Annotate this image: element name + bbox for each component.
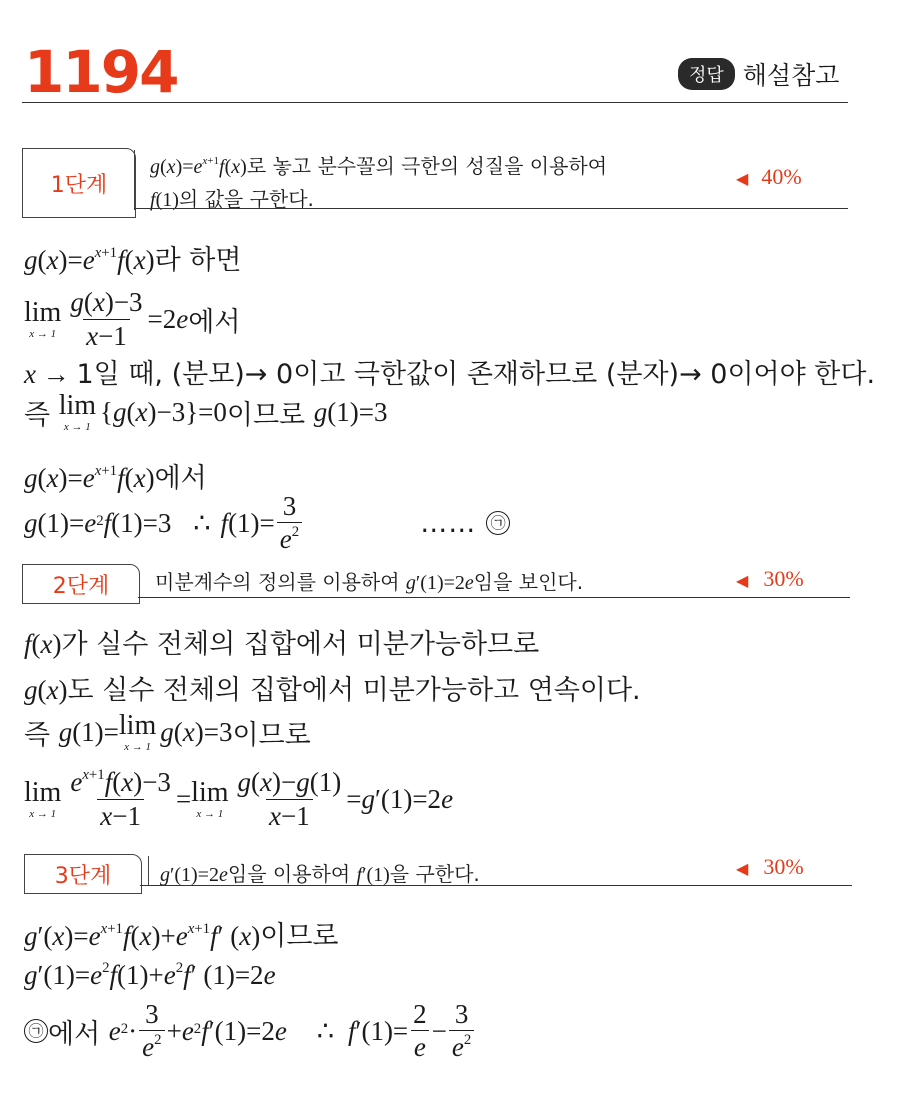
step3-desc-b: 을 구한다. [389,862,480,886]
text-ramyeon: 라 하면 [154,245,242,276]
step2-percent-area [736,566,804,592]
header-rule [22,102,848,103]
step2-desc-a: 미분계수의 정의를 이용하여 [155,570,400,594]
dots: …… [420,507,477,539]
step1-rule [134,208,848,209]
step3-rule [140,885,852,886]
step1-box [22,148,136,218]
line-limit-condition: x → 1일 때, (분모)→ 0이고 극한값이 존재하므로 (분자)→ 0이어야 한다. [24,359,876,390]
step2-rule [138,597,850,598]
step3-percent: 30% [763,854,804,879]
step2-label: 2단계 [52,573,110,599]
line-g-def: $g(x)=e^{x+1}f(x)$라 하면 [24,244,242,276]
line-g1: 즉 lim x → 1 { g ( x )−3}=0 이므로 g (1)=3 [24,390,388,433]
text-ga-line: 가 실수 전체의 집합에서 미분가능하므로 [61,629,540,660]
step3-box [24,854,142,894]
text-eseo: 에서 [188,307,241,339]
circle-ref-marker-2: ㉠ [24,1019,48,1043]
step2-description: 미분계수의 정의를 이용하여 g′(1)=2e임을 보인다. [155,570,584,594]
line-final: ㉠ 에서 e $^2$ · $\frac{3}{e^2}$ + e $^2$ f ′(1)=2 e ∴ f ′(1)= $\frac{2}{e}$ − $\frac{3}{e^2}$ [24,1000,476,1063]
step1-divider [134,150,135,210]
text-imeuro: 이므로 [226,400,306,431]
line-g-cont: 즉 g (1)= lim x → 1 g ( x )=3 이므로 [24,710,311,753]
circle-ref-marker: ㉠ [486,511,510,535]
step2-box [22,564,140,604]
triangle-left-icon: ◀ [736,859,749,878]
text-do-line: 도 실수 전체의 집합에서 미분가능하고 연속이다. [67,675,641,706]
line-f-diff: f(x)가 실수 전체의 집합에서 미분가능하므로 [24,629,540,660]
step2-desc-b: 임을 보인다. [473,570,584,594]
step1-description: $g(x)=e^{x+1}f(x)$로 놓고 분수꼴의 극한의 성질을 이용하여 f(1)의 값을 구한다. [150,154,608,211]
text-eseo2: 에서 [154,463,207,494]
triangle-left-icon: ◀ [736,571,749,590]
line-g-def2: $g(x)=e^{x+1}f(x)$에서 [24,462,207,494]
answer-area [678,56,839,92]
step1-label: 1단계 [50,172,108,198]
step3-percent-area [736,854,804,880]
line-f1: g (1)= e $^2$ f (1)=3 ∴ f (1)= $\frac{3}{e^2}$ …… ㉠ [24,492,510,555]
therefore-symbol-2: ∴ [316,1015,335,1047]
step1-desc-a: 로 놓고 분수꼴의 극한의 성질을 이용하여 [246,154,608,178]
step3-description: g′(1)=2e임을 이용하여 f′(1)을 구한다. [160,862,480,886]
text-jeuk2: 즉 [24,720,51,751]
line-g-prime-1: $g'(1)=e^2f(1)+e^2f'$ (1)=2e [24,959,276,990]
step3-desc-a: 임을 이용하여 [227,862,351,886]
step3-label: 3단계 [54,863,112,889]
text-jeuk: 즉 [24,400,51,431]
triangle-left-icon: ◀ [736,169,749,188]
line-limit-given: lim x → 1 $\frac{g(x)-3}{x-1}$ =2 e 에서 [24,287,241,352]
line-g-diff: g(x)도 실수 전체의 집합에서 미분가능하고 연속이다. [24,675,641,706]
step1-desc-b: 의 값을 구한다. [178,187,314,211]
text-imeuro2: 이므로 [232,720,311,751]
answer-badge: 정답 [678,58,735,90]
answer-text: 해설참고 [742,61,840,90]
line-derivative-def: lim x → 1 $\frac{e^{x+1}f(x)-3}{x-1}$ = lim x → 1 $\frac{g(x)-g(1)}{x-1}$ = g ′(1)=2 e [24,766,454,832]
text-eseo3: 에서 [48,1018,101,1050]
text-lim-cond: 1일 때, (분모)→ 0이고 극한값이 존재하므로 (분자)→ 0이어야 한다. [76,359,876,390]
text-imeuro3: 이므로 [260,921,339,952]
step3-divider [148,856,149,886]
line-g-prime: $g'(x)=e^{x+1}f(x)+e^{x+1}f'$ (x)이므로 [24,920,339,952]
step2-percent: 30% [763,566,804,591]
step1-percent: 40% [761,164,802,189]
step1-percent-area [736,164,802,190]
problem-number: 1194 [24,38,178,106]
therefore-symbol: ∴ [193,507,211,539]
